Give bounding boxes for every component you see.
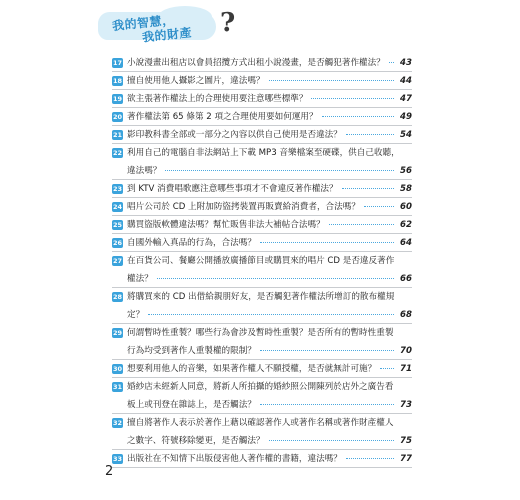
entry-number-badge: 31	[112, 383, 123, 391]
entry-number-badge: 17	[112, 59, 123, 67]
entry-number-badge: 23	[112, 185, 123, 193]
toc-entry-line[interactable]	[112, 288, 412, 306]
entry-title: 將購買來的 CD 出借給親朋好友，是否觸犯著作權法所增訂的散布權規	[127, 292, 395, 302]
entry-title: 自國外輸入真品的行為，合法嗎？	[127, 238, 256, 248]
dot-leader	[260, 350, 394, 351]
entry-page-number: 77	[400, 454, 412, 464]
toc-entry-line[interactable]	[112, 450, 412, 468]
question-mark-icon: ?	[220, 8, 236, 38]
entry-title: 行為均受到著作人重製權的限制？	[127, 346, 256, 356]
header-title-line1: 我的智慧，	[111, 12, 176, 34]
entry-number-badge: 27	[112, 257, 123, 265]
dot-leader	[148, 314, 394, 315]
toc-entry-line[interactable]	[112, 90, 412, 108]
dot-leader	[311, 98, 394, 99]
entry-page-number: 44	[400, 76, 412, 86]
toc-entry-line[interactable]	[112, 432, 412, 450]
dot-leader	[364, 206, 394, 207]
entry-number-badge: 29	[112, 329, 123, 337]
toc-entry-line[interactable]	[112, 252, 412, 270]
toc-entry-line[interactable]	[112, 414, 412, 432]
entry-page-number: 71	[400, 364, 412, 374]
toc-entry-line[interactable]	[112, 162, 412, 180]
entry-title: 小說漫畫出租店以會員招攬方式出租小說漫畫，是否觸犯著作權法？	[127, 58, 385, 68]
entry-divider	[112, 467, 412, 468]
entry-title: 購買盜版軟體違法嗎？幫忙販售非法大補帖合法嗎？	[127, 220, 325, 230]
entry-title: 唱片公司於 CD 上附加防盜拷裝置再販賣給消費者，合法嗎？	[127, 202, 360, 212]
entry-title: 婚紗店未經新人同意，將新人所拍攝的婚紗照公開陳列於店外之廣告看	[127, 382, 394, 392]
entry-number-badge: 19	[112, 95, 123, 103]
entry-number-badge: 18	[112, 77, 123, 85]
entry-page-number: 73	[400, 400, 412, 410]
entry-page-number: 60	[400, 202, 412, 212]
entry-number-badge: 33	[112, 455, 123, 463]
dot-leader	[346, 134, 394, 135]
entry-title: 權法？	[127, 274, 153, 284]
entry-page-number: 62	[400, 220, 412, 230]
entry-title: 影印教科書全部或一部分之內容以供自己使用是否違法？	[127, 130, 342, 140]
entry-title: 板上或刊登在雜誌上，是否觸法？	[127, 400, 256, 410]
entry-number-badge: 24	[112, 203, 123, 211]
toc-entry-line[interactable]	[112, 270, 412, 288]
toc-entry-line[interactable]	[112, 108, 412, 126]
header-title-line2: 我的財產	[141, 25, 193, 45]
dot-leader	[260, 404, 394, 405]
entry-title: 擅自使用他人攝影之圖片，違法嗎？	[127, 76, 265, 86]
entry-page-number: 49	[400, 112, 412, 122]
entry-title: 在百貨公司、餐廳公開播放廣播節目或購買來的唱片 CD 是否違反著作	[127, 256, 395, 266]
entry-title: 欲主張著作權法上的合理使用要注意哪些標準？	[127, 94, 308, 104]
toc-entry-line[interactable]	[112, 126, 412, 144]
dot-leader	[269, 80, 394, 81]
entry-title: 定？	[127, 310, 145, 320]
toc-entry-line[interactable]	[112, 198, 412, 216]
entry-page-number: 64	[400, 238, 412, 248]
toc-entry-line[interactable]	[112, 216, 412, 234]
entry-page-number: 75	[400, 436, 412, 446]
dot-leader	[380, 368, 394, 369]
entry-title: 出版社在不知情下出版侵害他人著作權的書籍，違法嗎？	[127, 454, 342, 464]
toc-entry-line[interactable]	[112, 54, 412, 72]
page-number: 2	[105, 464, 114, 479]
toc-entry-line[interactable]	[112, 72, 412, 90]
dot-leader	[269, 440, 394, 441]
entry-title: 擅自將著作人表示於著作上藉以確認著作人或著作名稱或著作財產權人	[127, 418, 394, 428]
toc-entry-line[interactable]	[112, 378, 412, 396]
entry-number-badge: 25	[112, 221, 123, 229]
entry-page-number: 54	[400, 130, 412, 140]
toc-entry-line[interactable]	[112, 144, 412, 162]
toc-entry-line[interactable]	[112, 360, 412, 378]
entry-page-number: 56	[400, 166, 412, 176]
toc-entry-line[interactable]	[112, 306, 412, 324]
toc-entry-line[interactable]	[112, 234, 412, 252]
section-header-logo	[98, 6, 238, 44]
entry-page-number: 47	[400, 94, 412, 104]
dot-leader	[342, 188, 394, 189]
entry-number-badge: 32	[112, 419, 123, 427]
entry-number-badge: 21	[112, 131, 123, 139]
toc-entry-line[interactable]	[112, 180, 412, 198]
dot-leader	[260, 242, 394, 243]
entry-page-number: 66	[400, 274, 412, 284]
entry-number-badge: 30	[112, 365, 123, 373]
toc-entry-line[interactable]	[112, 342, 412, 360]
entry-title: 違法嗎？	[127, 166, 162, 176]
entry-number-badge: 20	[112, 113, 123, 121]
entry-page-number: 68	[400, 310, 412, 320]
toc-entry-line[interactable]	[112, 396, 412, 414]
dot-leader	[157, 278, 394, 279]
entry-title: 利用自己的電腦自非法網站上下載 MP3 音樂檔案至硬碟，供自己收聽，	[127, 148, 400, 158]
dot-leader	[322, 116, 394, 117]
toc-entry-line[interactable]	[112, 324, 412, 342]
entry-title: 之數字、符號移除變更，是否觸法？	[127, 436, 265, 446]
entry-page-number: 58	[400, 184, 412, 194]
entry-page-number: 43	[400, 58, 412, 68]
entry-number-badge: 22	[112, 149, 123, 157]
entry-title: 想要利用他人的音樂，如果著作權人不願授權，是否就無計可施？	[127, 364, 377, 374]
dot-leader	[389, 62, 394, 63]
entry-title: 何謂暫時性重製？哪些行為會涉及暫時性重製？是否所有的暫時性重製	[127, 328, 394, 338]
dot-leader	[346, 458, 394, 459]
entry-title: 到 KTV 消費唱歌應注意哪些事項才不會違反著作權法？	[127, 184, 338, 194]
entry-page-number: 70	[400, 346, 412, 356]
entry-number-badge: 26	[112, 239, 123, 247]
dot-leader	[329, 224, 394, 225]
dot-leader	[165, 170, 394, 171]
entry-title: 著作權法第 65 條第 2 項之合理使用要如何運用？	[127, 112, 318, 122]
entry-number-badge: 28	[112, 293, 123, 301]
